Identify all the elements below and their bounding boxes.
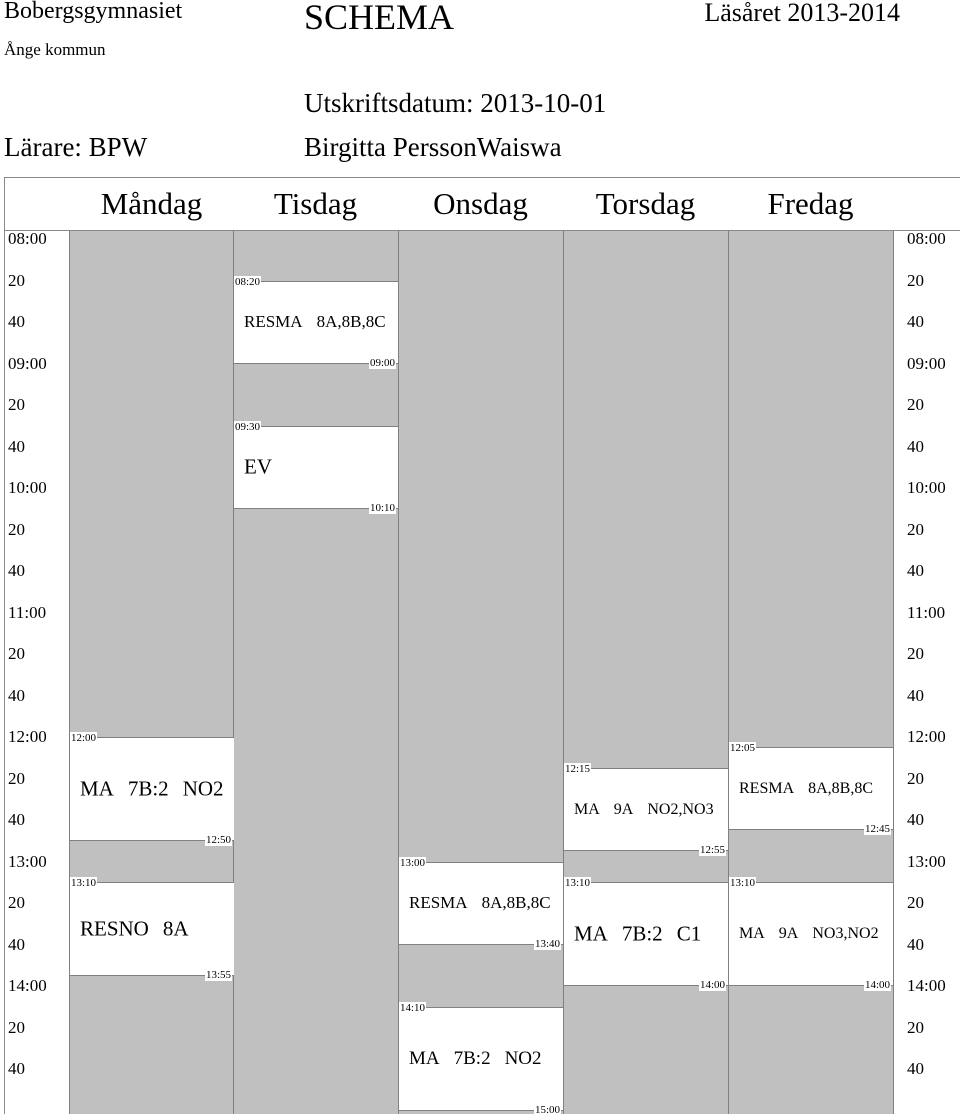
lesson-info-part: MA — [574, 921, 608, 946]
time-label: 40 — [8, 685, 25, 705]
time-label: 12:00 — [907, 727, 946, 746]
time-label: 08:00 — [907, 229, 946, 248]
lesson-block[interactable] — [729, 742, 893, 836]
time-label: 20 — [907, 395, 924, 414]
lesson-info-part: RESNO — [80, 916, 149, 941]
page-title: SCHEMA — [304, 0, 455, 37]
day-header: Fredag — [767, 186, 854, 221]
lesson-info — [244, 455, 286, 480]
time-label: 13:00 — [8, 851, 47, 871]
lesson-info-part: 9A — [613, 800, 634, 818]
teacher-code: Lärare: BPW — [4, 132, 148, 162]
lesson-info — [409, 893, 565, 913]
day-header: Tisdag — [273, 186, 358, 221]
lesson-info-part: 8A,8B,8C — [808, 779, 874, 797]
time-label: 40 — [907, 810, 924, 829]
time-label: 08:00 — [8, 229, 47, 248]
time-label: 40 — [8, 436, 25, 456]
lesson-start-time: 12:05 — [730, 742, 756, 755]
lesson-start-time: 13:10 — [730, 877, 756, 890]
lesson-info-part: 8A,8B,8C — [316, 312, 386, 331]
lesson-info-part: NO2 — [504, 1047, 542, 1069]
lesson-block[interactable] — [399, 856, 563, 950]
time-label: 20 — [8, 519, 25, 539]
time-label: 20 — [907, 768, 924, 788]
time-label: 20 — [8, 893, 25, 912]
lesson-info — [574, 922, 715, 947]
time-label: 11:00 — [907, 602, 946, 622]
lesson-start-time: 09:30 — [235, 420, 261, 433]
time-label: 20 — [8, 395, 25, 414]
lesson-info-part: RESMA — [409, 893, 468, 912]
lesson-info-part: C1 — [676, 921, 702, 946]
day-header: Onsdag — [433, 186, 528, 221]
lesson-info-part: 8A,8B,8C — [481, 893, 551, 912]
lesson-info-part: MA — [739, 925, 765, 943]
lesson-block[interactable] — [399, 1001, 563, 1116]
lesson-block[interactable] — [70, 877, 234, 981]
lesson-start-time: 12:00 — [71, 732, 97, 744]
lesson-end-time: 15:00 — [534, 1103, 560, 1116]
lesson-info-part: 7B:2 — [621, 921, 663, 946]
time-label: 20 — [907, 270, 924, 290]
lesson-info-part: NO3,NO2 — [812, 925, 879, 943]
lesson-end-time: 14:00 — [864, 979, 890, 991]
lesson-info-part: EV — [244, 454, 272, 479]
lesson-info-part: 8A — [162, 916, 189, 941]
time-label: 12:00 — [8, 727, 47, 746]
lesson-info-part: MA — [409, 1047, 440, 1069]
time-label: 40 — [907, 436, 924, 456]
lesson-info-part: RESMA — [244, 312, 303, 331]
lesson-start-time: 13:10 — [565, 877, 591, 890]
lesson-info — [244, 312, 400, 332]
day-column — [398, 230, 564, 1114]
time-label: 40 — [907, 685, 924, 705]
lesson-info-part: RESMA — [739, 779, 795, 797]
time-label: 40 — [8, 810, 25, 829]
time-label: 40 — [8, 312, 25, 331]
time-label: 10:00 — [907, 478, 946, 497]
time-label: 20 — [8, 270, 25, 290]
lesson-end-time: 12:55 — [699, 844, 725, 857]
lesson-info — [739, 925, 893, 943]
lesson-info-part: 9A — [778, 925, 799, 943]
time-label: 20 — [907, 644, 924, 663]
time-label: 40 — [907, 312, 924, 331]
time-label: 20 — [8, 1017, 25, 1037]
time-label: 20 — [907, 519, 924, 539]
lesson-end-time: 09:00 — [369, 356, 395, 369]
time-label: 20 — [8, 644, 25, 663]
lesson-block[interactable] — [70, 732, 234, 846]
lesson-info — [739, 780, 887, 798]
lesson-info — [409, 1048, 556, 1070]
lesson-end-time: 12:50 — [205, 833, 231, 846]
time-label: 09:00 — [8, 353, 47, 373]
lesson-start-time: 14:10 — [400, 1001, 426, 1014]
lesson-info — [574, 801, 728, 819]
lesson-info-part: 7B:2 — [453, 1047, 491, 1069]
lesson-start-time: 08:20 — [235, 275, 261, 288]
time-label: 09:00 — [907, 353, 946, 373]
lesson-info-part: MA — [574, 800, 600, 818]
teacher-name: Birgitta PerssonWaiswa — [304, 132, 562, 162]
lesson-end-time: 13:40 — [534, 937, 560, 950]
lesson-info-part: NO2 — [182, 776, 224, 801]
lesson-info — [80, 916, 203, 941]
lesson-block[interactable] — [564, 763, 728, 857]
school-year: Läsåret 2013-2014 — [704, 0, 900, 27]
time-label: 14:00 — [907, 976, 946, 995]
lesson-block[interactable] — [729, 877, 893, 991]
school-name: Bobergsgymnasiet — [4, 0, 183, 24]
lesson-info-part: MA — [80, 776, 114, 801]
grid-right-border — [893, 230, 894, 1114]
grid-top-border — [4, 230, 960, 231]
time-label: 13:00 — [907, 851, 946, 871]
time-label: 40 — [907, 934, 924, 954]
lesson-info-part: 7B:2 — [127, 776, 169, 801]
day-header: Torsdag — [595, 186, 696, 221]
time-label: 40 — [8, 1059, 25, 1078]
lesson-block[interactable] — [234, 420, 398, 514]
municipality: Ånge kommun — [4, 40, 106, 59]
lesson-info — [80, 776, 238, 801]
time-label: 11:00 — [8, 602, 47, 622]
print-date: Utskriftsdatum: 2013-10-01 — [304, 88, 607, 118]
lesson-start-time: 12:15 — [565, 763, 591, 776]
time-label: 40 — [8, 561, 25, 580]
lesson-end-time: 12:45 — [864, 823, 890, 836]
lesson-end-time: 13:55 — [205, 968, 231, 981]
time-label: 20 — [8, 768, 25, 788]
time-label: 40 — [8, 934, 25, 954]
time-label: 20 — [907, 1017, 924, 1037]
lesson-end-time: 14:00 — [699, 979, 725, 991]
lesson-start-time: 13:00 — [400, 856, 426, 869]
day-header: Måndag — [100, 186, 203, 221]
lesson-start-time: 13:10 — [71, 877, 97, 890]
lesson-block[interactable] — [564, 877, 728, 991]
time-label: 14:00 — [8, 976, 47, 995]
time-label: 20 — [907, 893, 924, 912]
time-label: 40 — [907, 561, 924, 580]
time-label: 10:00 — [8, 478, 47, 497]
lesson-end-time: 10:10 — [369, 501, 395, 514]
lesson-block[interactable] — [234, 275, 398, 369]
day-column — [69, 230, 235, 1114]
time-label: 40 — [907, 1059, 924, 1078]
lesson-info-part: NO2,NO3 — [647, 800, 714, 818]
